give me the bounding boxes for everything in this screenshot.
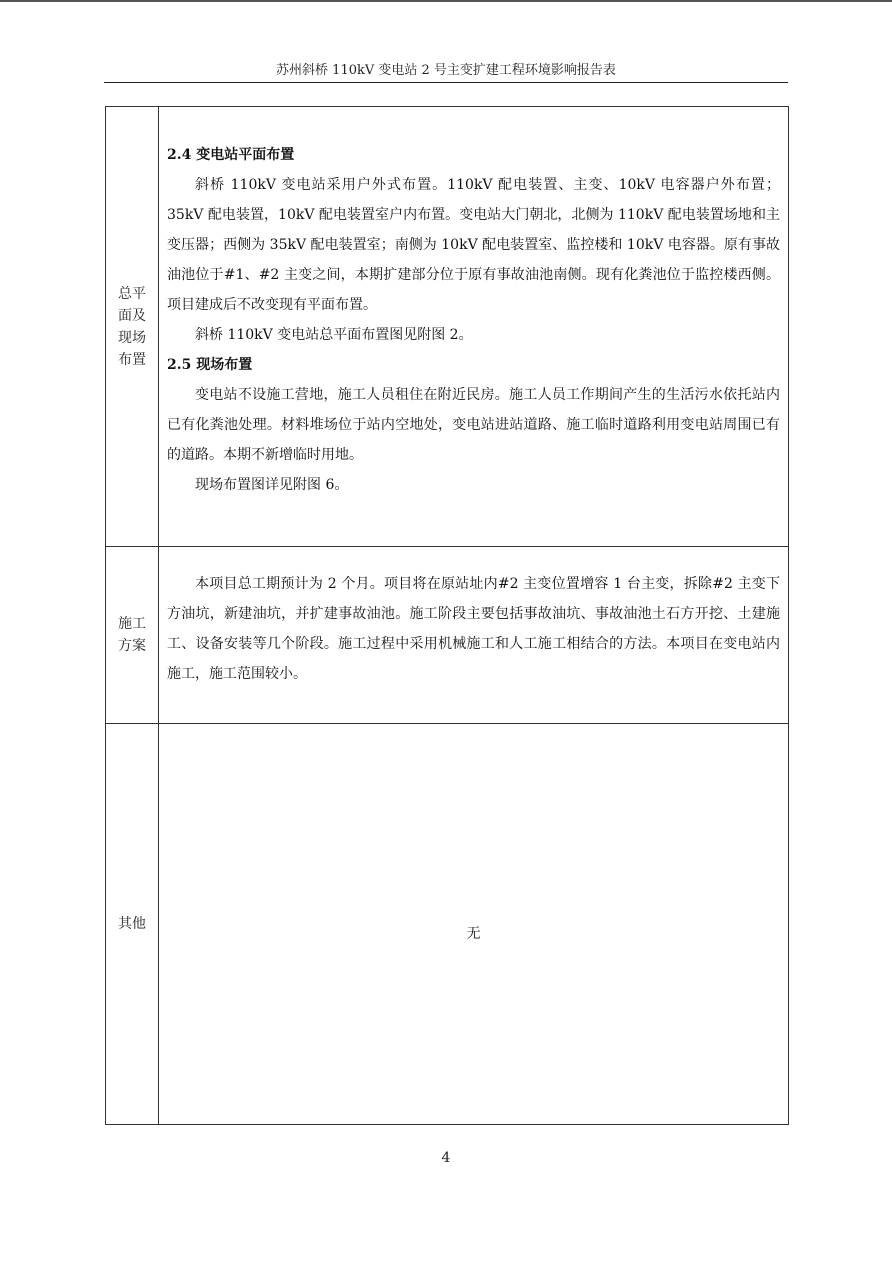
construction-paragraph: 本项目总工期预计为 2 个月。项目将在原站址内#2 主变位置增容 1 台主变，拆除#2 主变下方油坑，新建油坑，并扩建事故油池。施工阶段主要包括事故油坑、事故油池土石方开挖、土建施工、设备安装等几个阶段。施工过程中采用机械施工和人工施工相结合的方法。本项目在变电站内施工，施工范围较小。 <box>167 576 780 682</box>
section-heading-2-4: 2.4 变电站平面布置 <box>167 147 295 163</box>
page-number: 4 <box>441 1150 451 1166</box>
construction-content-cell <box>159 547 789 724</box>
layout-content-cell <box>159 107 789 547</box>
layout-label: 总平面及现场布置 <box>118 285 146 368</box>
layout-paragraph-1: 斜桥 110kV 变电站采用户外式布置。110kV 配电装置、主变、10kV 电容器户外布置；35kV 配电装置，10kV 配电装置室户内布置。变电站大门朝北，北侧为 110kV 配电装置场地和主变压器；西侧为 35kV 配电装置室；南侧为 10kV 配电装置室、监控楼和 10kV 电容器。原有事故油池位于#1、#2 主变之间，本期扩建部分位于原有事故油池南侧。现有化粪池位于监控楼西侧。项目建成后不改变现有平面布置。 <box>167 177 780 313</box>
other-row <box>106 724 789 1125</box>
section-heading-2-5: 2.5 现场布置 <box>167 357 253 373</box>
layout-label-cell <box>106 107 159 547</box>
layout-paragraph-4: 现场布置图详见附图 6。 <box>195 477 349 493</box>
construction-label-cell <box>106 547 159 724</box>
other-label: 其他 <box>118 916 146 932</box>
layout-paragraph-3: 变电站不设施工营地，施工人员租住在附近民房。施工人员工作期间产生的生活污水依托站内已有化粪池处理。材料堆场位于站内空地处，变电站进站道路、施工临时道路利用变电站周围已有的道路。本期不新增临时用地。 <box>167 387 780 463</box>
construction-label: 施工方案 <box>118 616 146 654</box>
construction-row <box>106 547 789 724</box>
page-header: 苏州斜桥 110kV 变电站 2 号主变扩建工程环境影响报告表 <box>276 63 616 78</box>
layout-paragraph-2: 斜桥 110kV 变电站总平面布置图见附图 2。 <box>195 327 473 343</box>
header-rule <box>104 82 788 83</box>
other-content-cell <box>159 724 789 1125</box>
layout-row <box>106 107 789 547</box>
other-label-cell <box>106 724 159 1125</box>
top-border <box>0 0 892 2</box>
report-table <box>105 106 789 1125</box>
other-content: 无 <box>466 926 481 942</box>
